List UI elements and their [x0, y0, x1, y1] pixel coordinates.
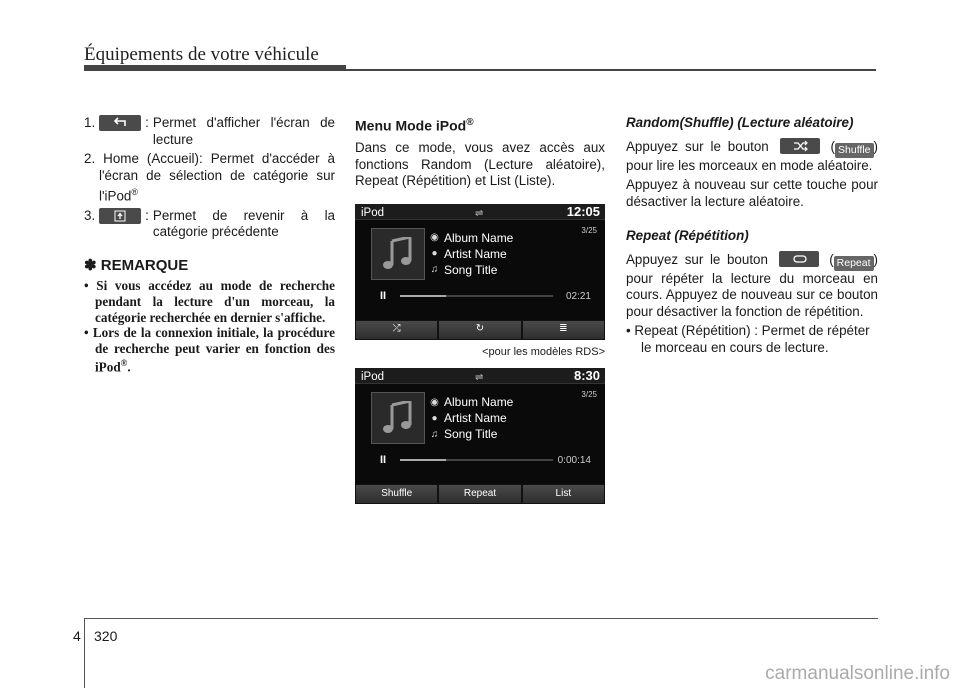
usb-icon: ⇌ — [475, 372, 484, 384]
music-note-icon — [382, 401, 414, 435]
album-name: Album Name — [444, 230, 514, 245]
screen-button-bar — [355, 484, 605, 504]
shuffle-button: Shuffle — [355, 484, 438, 504]
clock: 8:30 — [573, 368, 600, 384]
random-text-b: pour lire les morceaux en mode aléatoire. — [626, 157, 873, 173]
remark-title: ✽ REMARQUE — [84, 256, 189, 274]
random-title: Random(Shuffle) (Lecture aléatoire) — [626, 115, 854, 130]
random-para-1: Appuyez sur le bouton ( Shuffle ) pour lire les morceaux en mode aléatoire. — [626, 138, 878, 173]
song-icon: ♫ — [430, 428, 439, 440]
album-row — [429, 394, 513, 410]
song-row — [429, 426, 513, 442]
progress-fill — [400, 295, 446, 297]
item-1-text: Permet d'afficher l'écran de lecture — [152, 115, 335, 147]
footer-rule — [84, 618, 878, 619]
page-header-title: Équipements de votre véhicule — [84, 44, 319, 65]
pause-icon: II — [380, 454, 387, 467]
artist-name: Artist Name — [444, 411, 507, 426]
section-intro: Dans ce mode, vous avez accès aux fonctions Random (Lecture aléatoire), Repeat (Répétition) et List (Liste). — [355, 140, 605, 189]
item-number: 3. — [84, 207, 96, 223]
pause-icon: II — [380, 289, 387, 302]
track-counter: 3/25 — [581, 225, 597, 235]
registered-mark: ® — [131, 187, 138, 197]
header-rule-thick — [84, 65, 346, 71]
usb-icon: ⇌ — [475, 207, 484, 219]
elapsed-time: 02:21 — [565, 290, 591, 302]
repeat-text-a: Appuyez sur le bouton — [626, 251, 768, 267]
progress-bar — [400, 295, 553, 297]
song-row — [429, 262, 513, 278]
repeat-title: Repeat (Répétition) — [626, 228, 749, 243]
artist-icon: ● — [431, 412, 438, 424]
registered-mark: ® — [466, 117, 474, 128]
song-title: Song Title — [444, 427, 498, 442]
repeat-key-icon — [779, 251, 819, 267]
album-icon: ◉ — [430, 396, 439, 408]
artist-icon: ● — [431, 248, 438, 260]
column-2 — [355, 115, 605, 504]
up-category-icon — [99, 208, 141, 224]
music-note-icon — [382, 237, 414, 271]
back-button-icon — [99, 115, 141, 131]
random-text-a: Appuyez sur le bouton — [626, 138, 769, 154]
item-2-text: 2. Home (Accueil): Permet d'accéder à l'écran de sélection de catégorie sur l'iPod — [84, 151, 335, 204]
song-title: Song Title — [444, 262, 498, 277]
remark-item-text: • Lors de la connexion initiale, la procédure de recherche peut varier en fonction des iPod — [84, 325, 335, 375]
track-info — [429, 394, 513, 442]
watermark: carmanualsonline.info — [765, 663, 950, 684]
list-icon: ≣ — [522, 320, 605, 340]
album-name: Album Name — [444, 395, 514, 410]
album-icon: ◉ — [430, 232, 439, 244]
clock: 12:05 — [566, 203, 600, 219]
artist-name: Artist Name — [444, 246, 507, 261]
repeat-icon: ↻ — [438, 320, 521, 340]
remark-tail: . — [127, 359, 131, 375]
progress-bar — [400, 459, 553, 461]
album-row — [429, 230, 513, 246]
item-3-text: Permet de revenir à la catégorie précédente — [152, 207, 335, 240]
remark-list — [84, 278, 335, 375]
repeat-button: Repeat — [438, 484, 521, 504]
item-number: 1. — [84, 115, 96, 130]
track-info — [429, 230, 513, 278]
item-sep: : — [145, 115, 149, 130]
section-title-ipod-mode — [355, 115, 605, 134]
song-icon: ♫ — [430, 264, 439, 276]
source-label: iPod — [361, 371, 385, 384]
chapter-number: 4 — [73, 628, 81, 644]
repeat-bullet: • Repeat (Répétition) : Permet de répéter le morceau en cours de lecture. — [626, 323, 870, 355]
header-rule-thin — [346, 69, 876, 71]
album-art — [371, 228, 425, 280]
column-3 — [626, 115, 878, 356]
remark-item: • Si vous accédez au mode de recherche pendant la lecture d'un morceau, la catégorie recherchée en dernier s'affiche. — [84, 278, 335, 325]
item-sep: : — [145, 207, 149, 223]
artist-row — [429, 410, 513, 426]
ipod-screen-2 — [355, 368, 605, 504]
repeat-para-1: Appuyez sur le bouton ( Repeat ) pour répéter la lecture du morceau en cours. Appuyez de nouveau sur ce bouton pour désactiver la fonction de répétition. — [626, 251, 878, 319]
elapsed-time: 0:00:14 — [557, 455, 591, 467]
screen-button-bar — [355, 320, 605, 340]
remark-item — [84, 325, 335, 375]
list-item-2 — [84, 151, 335, 205]
figure-caption: <pour les modèles RDS> — [482, 345, 605, 358]
column-1 — [84, 115, 335, 375]
shuffle-key-icon — [780, 138, 820, 154]
track-counter: 3/25 — [581, 390, 597, 400]
progress-fill — [400, 459, 446, 461]
random-para-2: Appuyez à nouveau sur cette touche pour désactiver la lecture aléatoire. — [626, 177, 878, 209]
list-item-1 — [84, 115, 335, 148]
repeat-text-b: pour répéter la lecture du morceau en cours. Appuyez de nouveau sur ce bouton pour désactiver la fonction de répétition. — [626, 270, 878, 319]
section-title-text: Menu Mode iPod — [355, 117, 467, 134]
page-number: 320 — [94, 628, 118, 644]
shuffle-label-badge: Shuffle — [835, 143, 874, 158]
list-item-3 — [84, 208, 335, 241]
ipod-screen-1 — [355, 204, 605, 340]
artist-row — [429, 246, 513, 262]
list-button: List — [522, 484, 605, 504]
footer-vertical-rule — [84, 618, 85, 688]
registered-mark: ® — [120, 358, 128, 369]
album-art — [371, 392, 425, 444]
source-label: iPod — [361, 206, 385, 219]
repeat-label-badge: Repeat — [834, 256, 874, 271]
shuffle-icon: ⤮ — [355, 320, 438, 340]
